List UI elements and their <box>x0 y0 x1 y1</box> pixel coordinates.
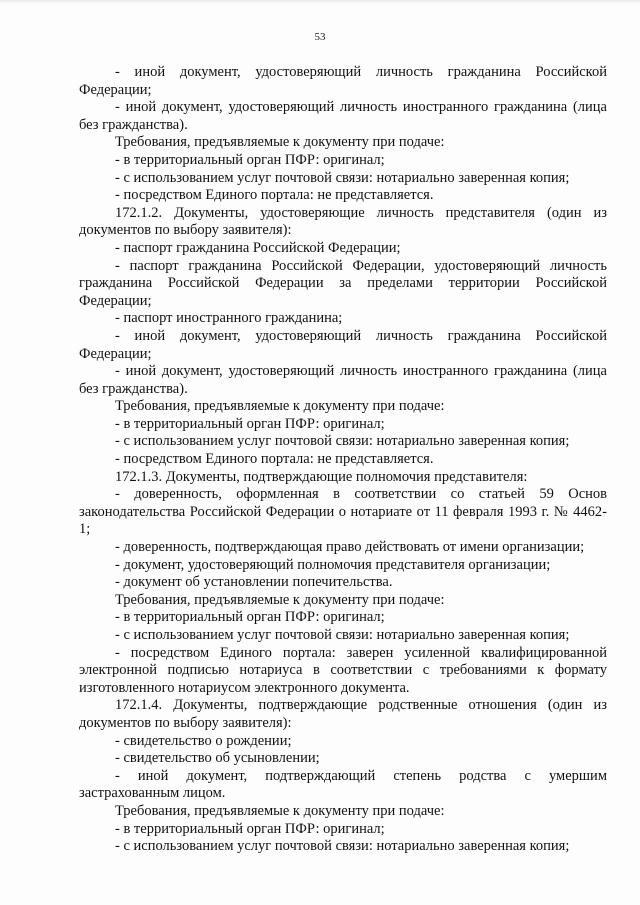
paragraph: - посредством Единого портала: заверен усиленной квалифицированной электронной подписью нотариуса в соответствии с требованиями к формату изготовленного нотариусом электронного документа. <box>79 644 607 696</box>
paragraph: - свидетельство об усыновлении; <box>115 750 320 767</box>
paragraph: 172.1.2. Документы, удостоверяющие личность представителя (один из документов по выбору заявителя): <box>79 204 607 239</box>
paragraph: Требования, предъявляемые к документу при подаче: <box>115 802 445 819</box>
paragraph: - доверенность, подтверждающая право действовать от имени организации; <box>115 539 585 556</box>
paragraph: - с использованием услуг почтовой связи: нотариально заверенная копия; <box>115 433 570 450</box>
paragraph: - иной документ, подтверждающий степень родства с умершим застрахованным лицом. <box>79 767 607 802</box>
paragraph: - паспорт гражданина Российской Федерации, удостоверяющий личность гражданина Российской Федерации за пределами территории Российской Федерации; <box>79 257 607 309</box>
paragraph: - посредством Единого портала: не представляется. <box>115 451 434 468</box>
page-number: 53 <box>314 31 326 43</box>
paragraph: - свидетельство о рождении; <box>115 732 292 749</box>
paragraph: - в территориальный орган ПФР: оригинал; <box>115 820 385 837</box>
paragraph: - посредством Единого портала: не представляется. <box>115 187 434 204</box>
paragraph: - иной документ, удостоверяющий личность гражданина Российской Федерации; <box>79 327 607 362</box>
paragraph: 172.1.4. Документы, подтверждающие родственные отношения (один из документов по выбору заявителя): <box>79 697 607 731</box>
paragraph: - паспорт иностранного гражданина; <box>115 310 343 327</box>
paragraph: - в территориальный орган ПФР: оригинал; <box>115 609 385 626</box>
paragraph: - документ, удостоверяющий полномочия представителя организации; <box>115 556 551 573</box>
paragraph: - с использованием услуг почтовой связи: нотариально заверенная копия; <box>115 169 570 186</box>
document-body <box>79 64 607 856</box>
paragraph: - иной документ, удостоверяющий личность гражданина Российской Федерации; <box>79 64 607 98</box>
paragraph: 172.1.3. Документы, подтверждающие полномочия представителя: <box>115 468 528 485</box>
paragraph: - паспорт гражданина Российской Федерации; <box>115 239 401 256</box>
scan-edge <box>0 0 640 4</box>
paragraph: - доверенность, оформленная в соответствии со статьей 59 Основ законодательства Российской Федерации о нотариате от 11 февраля 1993 г. № 4462-1; <box>79 486 607 538</box>
paragraph: Требования, предъявляемые к документу при подаче: <box>115 591 445 608</box>
paragraph: - иной документ, удостоверяющий личность иностранного гражданина (лица без гражданства). <box>79 99 607 133</box>
paragraph: - с использованием услуг почтовой связи: нотариально заверенная копия; <box>115 838 570 855</box>
paragraph: - в территориальный орган ПФР: оригинал; <box>115 151 385 168</box>
paragraph: - документ об установлении попечительства. <box>115 574 393 591</box>
paragraph: Требования, предъявляемые к документу при подаче: <box>115 134 445 151</box>
paragraph: - иной документ, удостоверяющий личность иностранного гражданина (лица без гражданства). <box>79 363 607 397</box>
paragraph: Требования, предъявляемые к документу при подаче: <box>115 398 445 415</box>
paragraph: - в территориальный орган ПФР: оригинал; <box>115 415 385 432</box>
paragraph: - с использованием услуг почтовой связи: нотариально заверенная копия; <box>115 627 570 643</box>
